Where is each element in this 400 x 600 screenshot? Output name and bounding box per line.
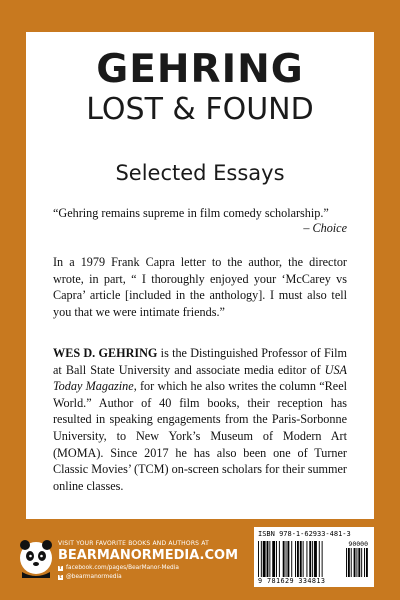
review-quote: “Gehring remains supreme in film comedy scholarship.” [53,206,329,220]
twitter-icon: t [59,573,62,580]
price-code: 90000 [348,540,368,548]
bio-text-part1: is the Distinguished Professor of Film at Ball State University and associate media editor of [53,346,347,377]
book-title-line2: LOST & FOUND [86,92,314,127]
barcode-bars [256,539,372,577]
visit-text: VISIT YOUR FAVORITE BOOKS AND AUTHORS AT [58,540,210,547]
author-bio [53,345,347,494]
capra-paragraph: In a 1979 Frank Capra letter to the author, the director wrote, in part, “ I thoroughly enjoyed your ‘McCarey vs Capra’ article [included in the anthology]. I must also tell you that we were intimate friends.” [53,255,347,319]
isbn-text: ISBN 978-1-62933-481-3 [258,530,351,538]
facebook-link[interactable] [58,565,179,571]
facebook-icon: f [59,564,62,571]
isbn-barcode [254,527,374,587]
twitter-link[interactable] [58,574,122,580]
quote-attribution: – Choice [303,221,347,235]
panda-logo-icon [19,538,53,578]
facebook-text: facebook.com/pages/BearManor-Media [66,565,179,571]
publisher-website-link[interactable]: BEARMANORMEDIA.COM [58,548,239,563]
book-subtitle: Selected Essays [115,161,285,185]
barcode-digits: 9 781629 334813 [258,577,326,585]
author-name: WES D. GEHRING [53,346,158,360]
back-cover-panel [26,32,374,519]
bio-text-part2: , for which he also writes the column “Reel World.” Author of 40 film books, their reception has resulted in speaking engagements from the Paris-Sorbonne University, to New York’s Museum of Modern Art (MOMA). Since 2017 he has also been one of Turner Classic Movies’ (TCM) on-screen scholars for their summer online classes. [53,379,347,493]
twitter-text: @bearmanormedia [66,574,122,580]
book-title-line1: GEHRING [96,47,304,92]
magazine-name: USA Today Magazine [53,362,347,394]
